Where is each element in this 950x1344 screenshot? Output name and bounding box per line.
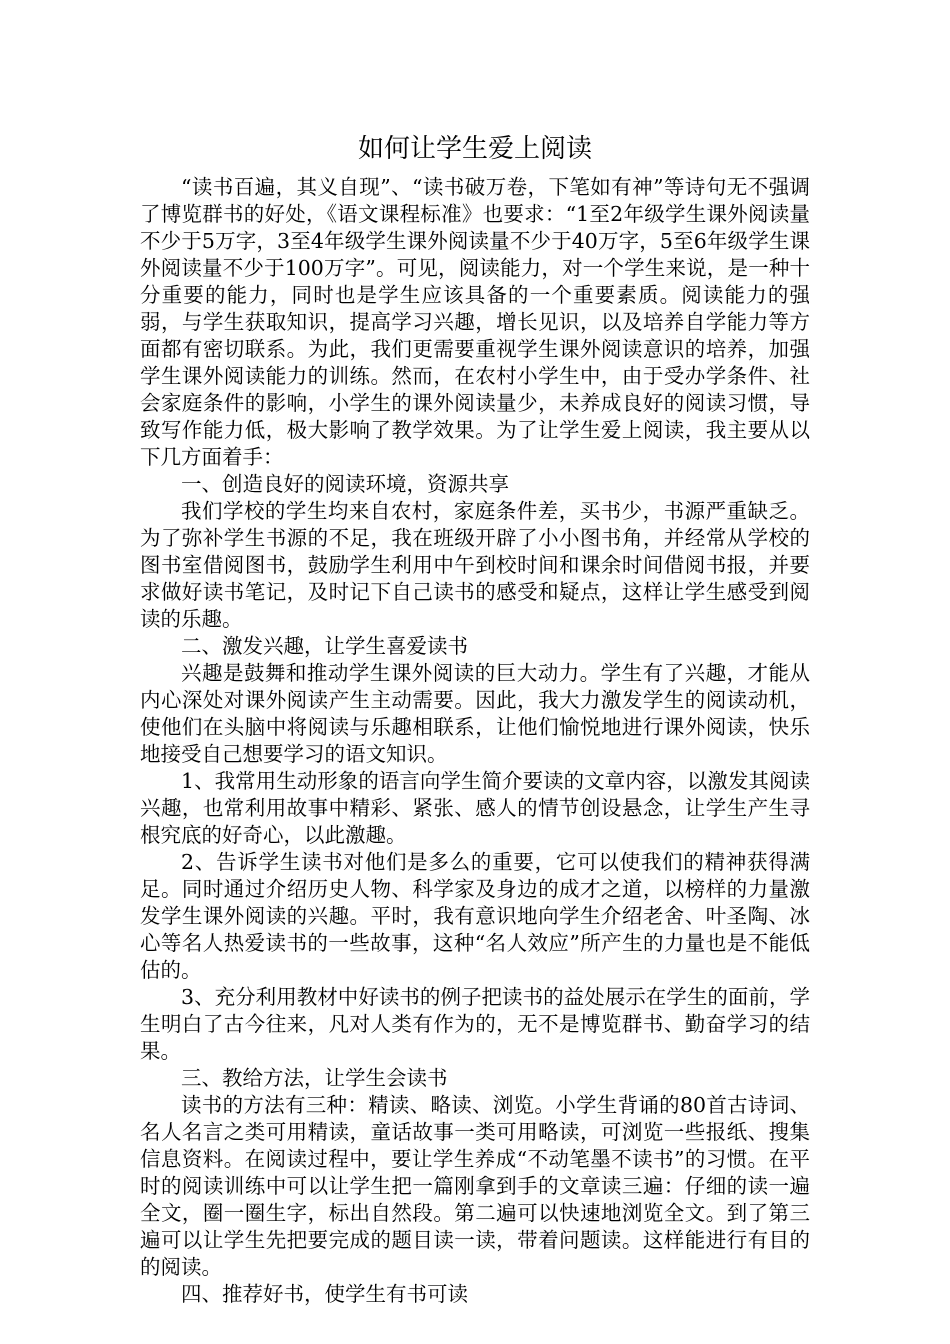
section-heading-1: 一、创造良好的阅读环境，资源共享	[181, 472, 509, 496]
body-paragraph: 读书的方法有三种：精读、略读、浏览。小学生背诵的80首古诗词、名人名言之类可用精读，童话故事一类可用略读，可浏览一些报纸、搜集信息资料。在阅读过程中，要让学生养成“不动笔墨不读书”的习惯。在平时的阅读训练中可以让学生把一篇刚拿到手的文章读三遍：仔细的读一遍全文，圈一圈生字，标出自然段。第二遍可以快速地浏览全文。到了第三遍可以让学生先把要完成的题目读一读，带着问题读。这样能进行有目的的阅读。	[140, 1093, 810, 1279]
document-title: 如何让学生爱上阅读	[357, 134, 592, 164]
list-item-1: 1、我常用生动形象的语言向学生简介要读的文章内容，以激发其阅读兴趣，也常利用故事中精彩、紧张、感人的情节创设悬念，让学生产生寻根究底的好奇心，以此激趣。	[140, 769, 810, 847]
section-heading-4: 四、推荐好书，使学生有书可读	[181, 1282, 468, 1306]
list-item-3: 3、充分利用教材中好读书的例子把读书的益处展示在学生的面前，学生明白了古今往来，凡对人类有作为的，无不是博览群书、勤奋学习的结果。	[140, 985, 810, 1063]
body-paragraph: 我们学校的学生均来自农村，家庭条件差，买书少，书源严重缺乏。为了弥补学生书源的不足，我在班级开辟了小小图书角，并经常从学校的图书室借阅图书，鼓励学生利用中午到校时间和课余时间借阅书报，并要求做好读书笔记，及时记下自己读书的感受和疑点，这样让学生感受到阅读的乐趣。	[140, 499, 810, 631]
section-heading-3: 三、教给方法，让学生会读书	[181, 1066, 448, 1090]
list-item-2: 2、告诉学生读书对他们是多么的重要，它可以使我们的精神获得满足。同时通过介绍历史人物、科学家及身边的成才之道，以榜样的力量激发学生课外阅读的兴趣。平时，我有意识地向学生介绍老舍、叶圣陶、冰心等名人热爱读书的一些故事，这种“名人效应”所产生的力量也是不能低估的。	[140, 850, 810, 982]
section-heading-2: 二、激发兴趣，让学生喜爱读书	[181, 634, 468, 658]
body-paragraph: 兴趣是鼓舞和推动学生课外阅读的巨大动力。学生有了兴趣，才能从内心深处对课外阅读产生主动需要。因此，我大力激发学生的阅读动机，使他们在头脑中将阅读与乐趣相联系，让他们愉悦地进行课外阅读，快乐地接受自己想要学习的语文知识。	[140, 661, 810, 766]
document-body	[140, 174, 810, 1308]
intro-paragraph: “读书百遍，其义自现”、“读书破万卷，下笔如有神”等诗句无不强调了博览群书的好处，《语文课程标准》也要求：“1至2年级学生课外阅读量不少于5万字，3至4年级学生课外阅读量不少于40万字，5至6年级学生课外阅读量不少于100万字”。可见，阅读能力，对一个学生来说，是一种十分重要的能力，同时也是学生应该具备的一个重要素质。阅读能力的强弱，与学生获取知识，提高学习兴趣，增长见识，以及培养自学能力等方面都有密切联系。为此，我们更需要重视学生课外阅读意识的培养，加强学生课外阅读能力的训练。然而，在农村小学生中，由于受办学条件、社会家庭条件的影响，小学生的课外阅读量少，未养成良好的阅读习惯，导致写作能力低，极大影响了教学效果。为了让学生爱上阅读，我主要从以下几方面着手：	[140, 175, 810, 469]
